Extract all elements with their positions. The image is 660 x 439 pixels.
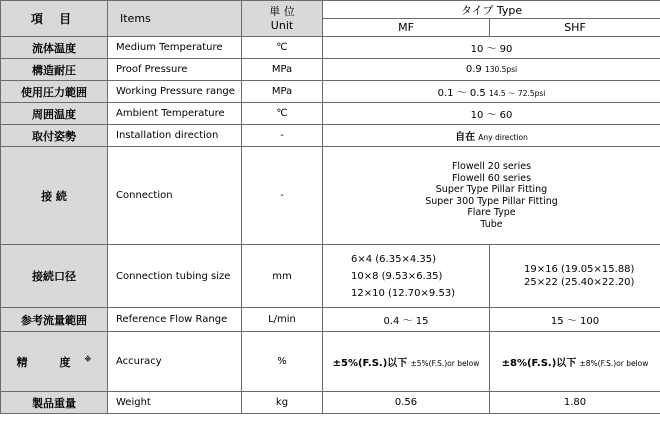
tubing-size-shf (490, 245, 660, 308)
accuracy-mf-sub: ±5%(F.S.)or below (410, 359, 480, 368)
row-proof-pressure (1, 59, 660, 81)
working-pressure-jp: 使用圧力範囲 (1, 81, 108, 103)
working-pressure-unit: MPa (242, 81, 323, 103)
row-accuracy (1, 332, 660, 392)
tubing-size-jp: 接続口径 (1, 245, 108, 308)
tubing-size-line: 10×8 (9.53×6.35) (351, 270, 443, 282)
row-weight (1, 392, 660, 414)
ambient-temp-unit: ℃ (242, 103, 323, 125)
connection-line: Super Type Pillar Fitting (435, 184, 548, 195)
flow-range-shf: 15 ～ 100 (490, 308, 660, 332)
connection-unit: - (242, 147, 323, 245)
header-unit (242, 1, 323, 37)
connection-line: Flare Type (467, 207, 516, 218)
connection-line: Super 300 Type Pillar Fitting (425, 195, 558, 207)
proof-pressure-cell (323, 59, 660, 81)
header-item-jp: 項 目 (1, 1, 108, 37)
tubing-size-unit: mm (242, 245, 323, 308)
row-connection (1, 147, 660, 245)
accuracy-mf-value: ±5%(F.S.)以下 (332, 358, 408, 369)
flow-range-en: Reference Flow Range (108, 308, 242, 332)
row-installation (1, 125, 660, 147)
header-mf: MF (323, 19, 490, 37)
row-tubing-size (1, 245, 660, 308)
working-pressure-psi: 14.5 ～ 72.5psi (488, 89, 546, 98)
tubing-size-line: 6×4 (6.35×4.35) (351, 253, 436, 265)
row-ambient-temp (1, 103, 660, 125)
tubing-size-en: Connection tubing size (108, 245, 242, 308)
accuracy-note-mark: ※ (84, 354, 92, 363)
accuracy-shf-value: ±8%(F.S.)以下 (501, 358, 577, 369)
row-flow-range (1, 308, 660, 332)
row-working-pressure (1, 81, 660, 103)
ambient-temp-en: Ambient Temperature (108, 103, 242, 125)
connection-en: Connection (108, 147, 242, 245)
tubing-size-mf (323, 245, 490, 308)
accuracy-unit: % (242, 332, 323, 392)
medium-temp-en: Medium Temperature (108, 37, 242, 59)
tubing-size-line: 25×22 (25.40×22.20) (524, 277, 635, 288)
weight-shf: 1.80 (490, 392, 660, 414)
installation-sub: Any direction (478, 133, 528, 142)
connection-line: Tube (480, 218, 503, 230)
ambient-temp-jp: 周囲温度 (1, 103, 108, 125)
accuracy-jp: 精 度 (16, 355, 85, 369)
accuracy-shf (490, 332, 660, 392)
medium-temp-unit: ℃ (242, 37, 323, 59)
header-unit-en: Unit (270, 18, 294, 32)
proof-pressure-value: 0.9 (465, 64, 482, 75)
installation-en: Installation direction (108, 125, 242, 147)
working-pressure-value: 0.1 ～ 0.5 (437, 88, 486, 99)
accuracy-mf (323, 332, 490, 392)
connection-jp: 接 続 (1, 147, 108, 245)
tubing-size-line: 12×10 (12.70×9.53) (351, 287, 456, 299)
connection-line: Flowell 20 series (451, 161, 532, 172)
weight-mf: 0.56 (323, 392, 490, 414)
header-shf: SHF (490, 19, 660, 37)
accuracy-shf-sub: ±8%(F.S.)or below (579, 359, 649, 368)
working-pressure-cell (323, 81, 660, 103)
working-pressure-en: Working Pressure range (108, 81, 242, 103)
installation-value: 自在 (455, 132, 476, 143)
header-item-en: Items (108, 1, 242, 37)
flow-range-jp: 参考流量範囲 (1, 308, 108, 332)
weight-en: Weight (108, 392, 242, 414)
tubing-size-line: 19×16 (19.05×15.88) (524, 264, 635, 275)
ambient-temp-value: 10 ～ 60 (323, 103, 660, 125)
medium-temp-value: 10 ～ 90 (323, 37, 660, 59)
medium-temp-jp: 流体温度 (1, 37, 108, 59)
flow-range-mf: 0.4 ～ 15 (323, 308, 490, 332)
installation-unit: - (242, 125, 323, 147)
accuracy-en: Accuracy (108, 332, 242, 392)
installation-jp: 取付姿勢 (1, 125, 108, 147)
proof-pressure-psi: 130.5psi (484, 65, 518, 74)
flow-range-unit: L/min (242, 308, 323, 332)
header-type: タイプ Type (323, 1, 660, 19)
installation-cell (323, 125, 660, 147)
connection-list (323, 147, 660, 245)
accuracy-jp-cell (1, 332, 108, 392)
weight-jp: 製品重量 (1, 392, 108, 414)
header-row (1, 1, 660, 19)
weight-unit: kg (242, 392, 323, 414)
proof-pressure-en: Proof Pressure (108, 59, 242, 81)
proof-pressure-unit: MPa (242, 59, 323, 81)
row-medium-temp (1, 37, 660, 59)
proof-pressure-jp: 構造耐圧 (1, 59, 108, 81)
header-unit-jp: 単 位 (269, 4, 295, 18)
connection-line: Flowell 60 series (451, 172, 532, 184)
